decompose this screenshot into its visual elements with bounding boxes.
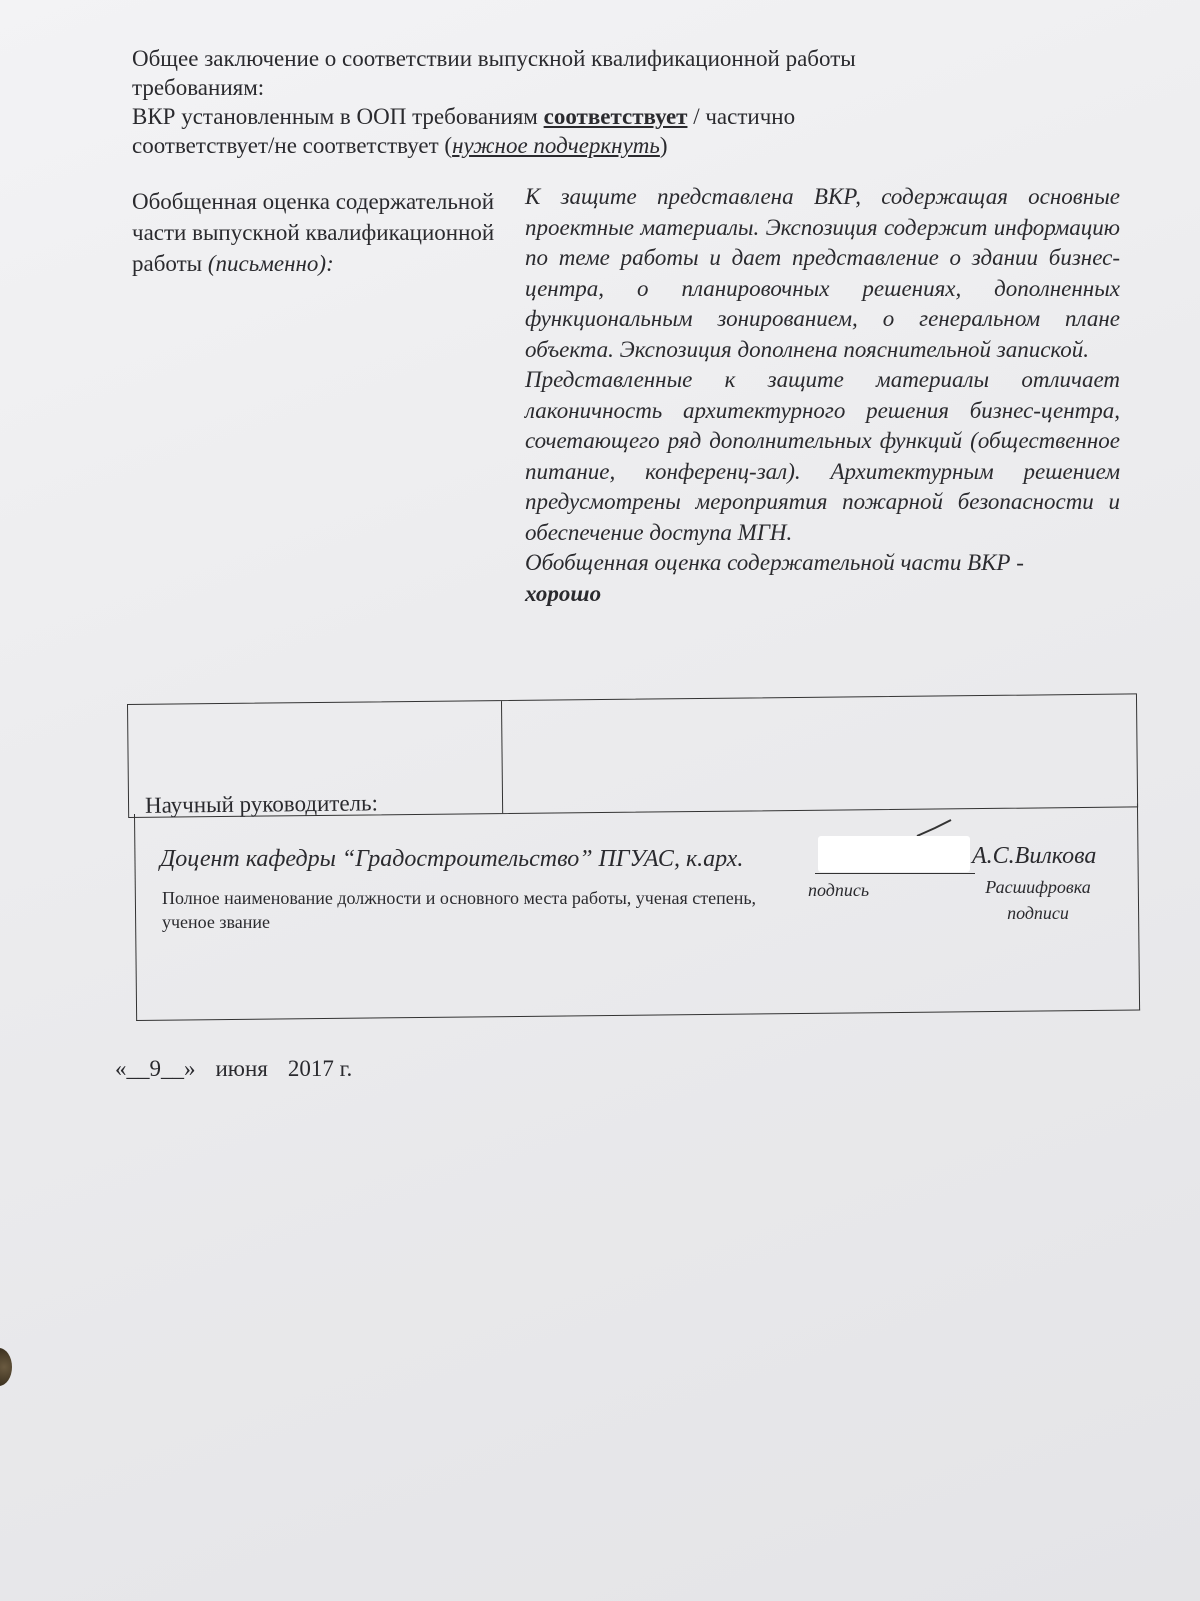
supervisor-name: А.С.Вилкова — [972, 843, 1097, 869]
assessment-paragraph-3: Обобщенная оценка содержательной части ВКР - — [525, 550, 1024, 575]
conclusion-options: соответствует/не соответствует (нужное подчеркнуть) — [132, 133, 668, 158]
selected-option: соответствует — [543, 104, 688, 129]
assessment-grade: хорошо — [525, 580, 602, 606]
assessment-text — [525, 182, 1120, 609]
date-year: 2017 г. — [287, 1056, 353, 1081]
general-conclusion — [132, 44, 972, 160]
assessment-paragraph-2: Представленные к защите материалы отличает лаконичность архитектурного решения бизнес-центра, сочетающего ряд дополнительных функций (общественное питание, конференц-зал). Архитектурным решением предусмотрены мероприятия пожарной безопасности и обеспечение доступа МГН. — [525, 367, 1120, 545]
signature-caption: подпись — [808, 880, 870, 900]
assessment-label: Обобщенная оценка содержательной части выпускной квалификационной работы (письменно): — [132, 189, 495, 276]
document-date: «__9__» июня 2017 г. — [115, 1056, 353, 1081]
position-caption: Полное наименование должности и основного места работы, ученая степень, ученое звание — [162, 888, 757, 932]
name-decode-caption: Расшифровка подписи — [985, 877, 1091, 923]
date-month: июня — [215, 1056, 268, 1081]
conclusion-line: ВКР установленным в ООП требованиям соответствует / частично — [132, 104, 796, 129]
signature-stroke — [915, 818, 961, 838]
underline-hint: нужное подчеркнуть — [452, 133, 660, 158]
table-divider — [501, 701, 503, 813]
supervisor-table-row — [127, 693, 1138, 818]
edge-mark — [0, 1348, 12, 1386]
signature-line — [815, 873, 975, 874]
date-day: __9__ — [126, 1056, 184, 1081]
assessment-paragraph-1: К защите представлена ВКР, содержащая основные проектные материалы. Экспозиция содержит информацию по теме работы и дает представление о здании бизнес-центра, о планировочных решениях, дополненных функциональным зонированием, о генеральном плане объекта. Экспозиция дополнена пояснительной запиской. — [525, 184, 1120, 362]
supervisor-label: Научный руководитель: — [144, 790, 379, 818]
redacted-signature — [818, 836, 970, 872]
supervisor-position: Доцент кафедры “Градостроительство” ПГУАС, к.арх. — [160, 846, 744, 872]
conclusion-heading: Общее заключение о соответствии выпускной квалификационной работы требованиям: — [132, 46, 856, 100]
